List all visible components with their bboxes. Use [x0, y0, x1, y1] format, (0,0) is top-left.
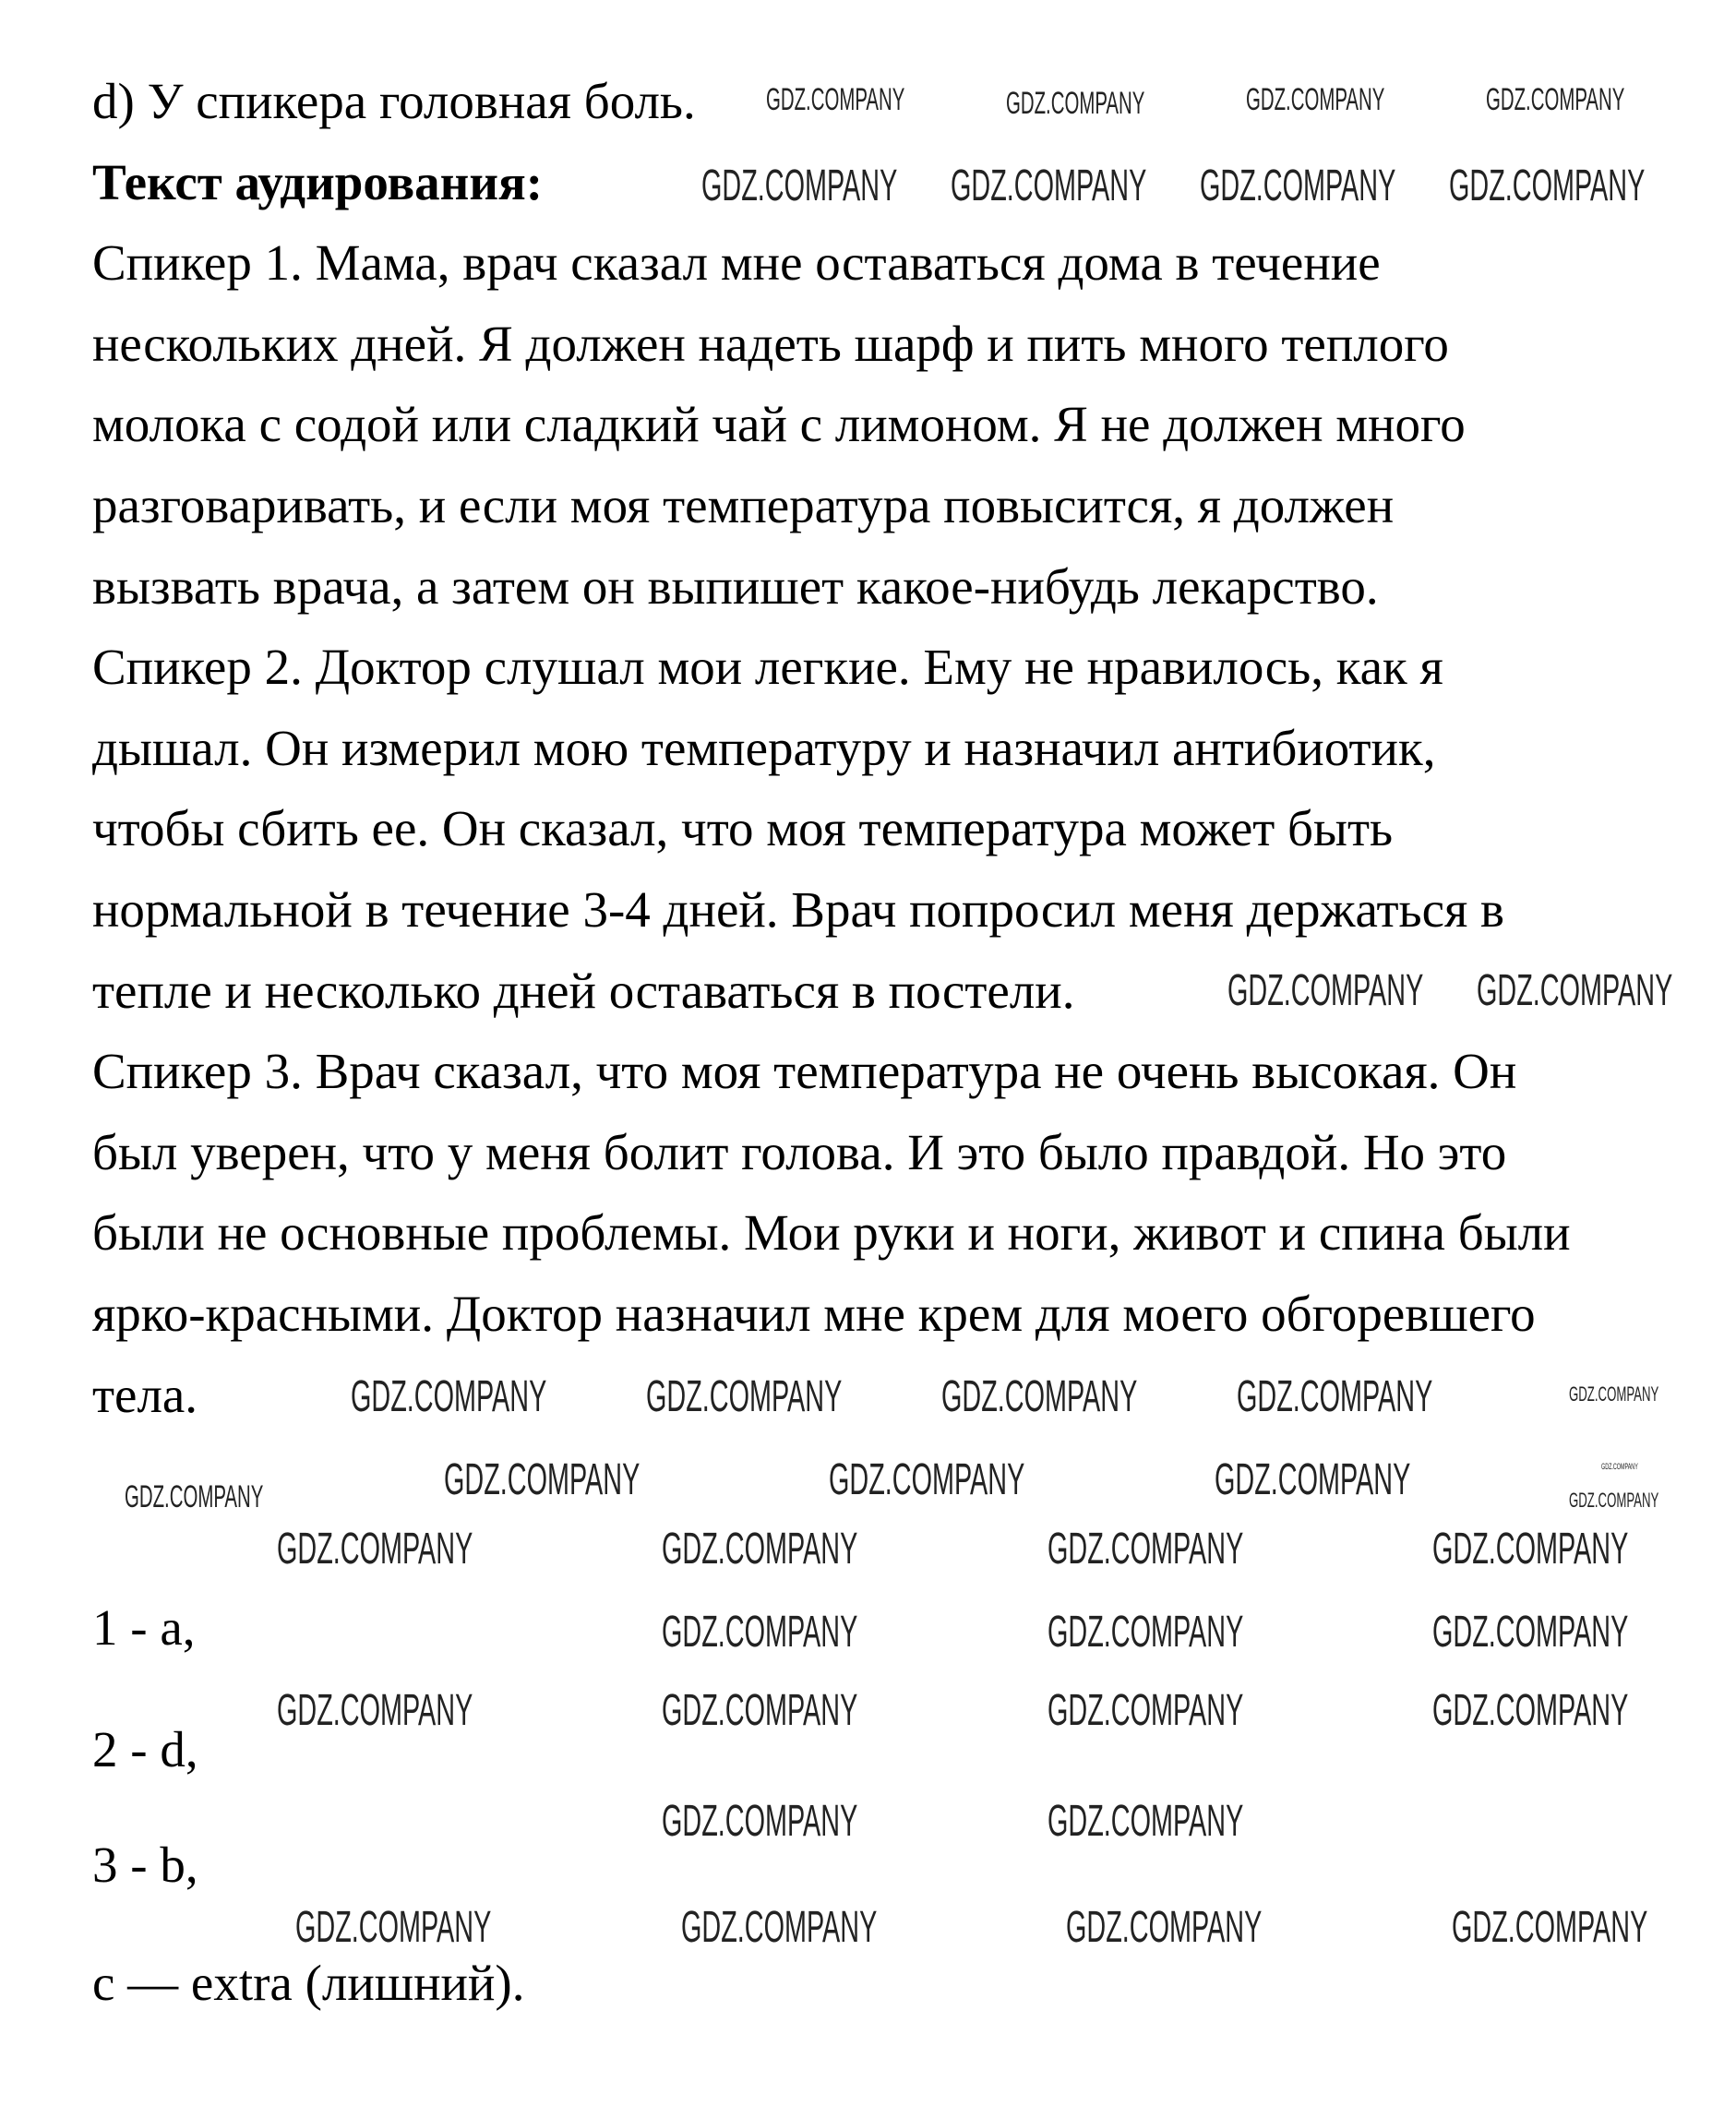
answer-extra: c — extra (лишний). — [92, 1955, 525, 2011]
watermark: GDZ.COMPANY — [662, 1686, 858, 1735]
watermark: GDZ.COMPANY — [1246, 82, 1385, 117]
watermark: GDZ.COMPANY — [1200, 162, 1396, 210]
text-line: были не основные проблемы. Мои руки и ноги, живот и спина были — [92, 1204, 1571, 1262]
watermark: GDZ.COMPANY — [1066, 1903, 1263, 1952]
watermark: GDZ.COMPANY — [1569, 1489, 1659, 1512]
answer-1: 1 - a, — [92, 1599, 196, 1656]
watermark: GDZ.COMPANY — [277, 1525, 473, 1574]
watermark: GDZ.COMPANY — [646, 1372, 843, 1421]
watermark: GDZ.COMPANY — [1048, 1608, 1244, 1657]
text-line: чтобы сбить ее. Он сказал, что моя температура может быть — [92, 800, 1394, 857]
document-body — [92, 61, 1571, 1435]
text-line: нормальной в течение 3-4 дней. Врач попросил меня держаться в — [92, 880, 1505, 938]
watermark: GDZ.COMPANY — [701, 162, 898, 210]
watermark: GDZ.COMPANY — [1432, 1686, 1629, 1735]
text-line: дышал. Он измерил мою температуру и назначил антибиотик, — [92, 719, 1436, 776]
text-line: Спикер 2. Доктор слушал мои легкие. Ему не нравилось, как я — [92, 639, 1443, 696]
watermark: GDZ.COMPANY — [951, 162, 1147, 210]
text-line: вызвать врача, а затем он выпишет какое-нибудь лекарство. — [92, 557, 1379, 615]
watermark: GDZ.COMPANY — [295, 1903, 492, 1952]
watermark: GDZ.COMPANY — [1452, 1903, 1648, 1952]
text-line: Спикер 3. Врач сказал, что моя температура не очень высокая. Он — [92, 1043, 1517, 1100]
section-heading: Текст аудирования: — [92, 153, 544, 210]
watermark: GDZ.COMPANY — [941, 1372, 1138, 1421]
watermark: GDZ.COMPANY — [662, 1608, 858, 1657]
watermark: GDZ.COMPANY — [1432, 1525, 1629, 1574]
text-line: тела. — [92, 1366, 198, 1423]
watermark: GDZ.COMPANY — [1006, 86, 1145, 121]
watermark: GDZ.COMPANY — [125, 1479, 264, 1514]
watermark: GDZ.COMPANY — [1486, 82, 1625, 117]
watermark: GDZ.COMPANY — [1048, 1797, 1244, 1846]
text-line: Спикер 1. Мама, врач сказал мне оставаться дома в течение — [92, 234, 1381, 292]
text-line: ярко-красными. Доктор назначил мне крем для моего обгоревшего — [92, 1285, 1536, 1342]
text-line: разговаривать, и если моя температура повысится, я должен — [92, 476, 1395, 533]
text-line: нескольких дней. Я должен надеть шарф и пить много теплого — [92, 315, 1449, 372]
answer-2: 2 - d, — [92, 1721, 198, 1777]
watermark: GDZ.COMPANY — [1215, 1455, 1411, 1504]
watermark: GDZ.COMPANY — [1227, 966, 1424, 1015]
watermark: GDZ.COMPANY — [444, 1455, 641, 1504]
option-d: d) У спикера головная боль. — [92, 73, 696, 129]
watermark: GDZ.COMPANY — [1601, 1462, 1638, 1471]
watermark: GDZ.COMPANY — [1477, 966, 1673, 1015]
text-line: молока с содой или сладкий чай с лимоном. Я не должен много — [92, 396, 1466, 453]
watermark: GDZ.COMPANY — [662, 1797, 858, 1846]
text-line: тепле и несколько дней оставаться в постели. — [92, 962, 1075, 1019]
watermark: GDZ.COMPANY — [1048, 1686, 1244, 1735]
watermark: GDZ.COMPANY — [829, 1455, 1025, 1504]
watermark: GDZ.COMPANY — [277, 1686, 473, 1735]
watermark: GDZ.COMPANY — [351, 1372, 547, 1421]
text-line: был уверен, что у меня болит голова. И это было правдой. Но это — [92, 1123, 1507, 1180]
watermark: GDZ.COMPANY — [1569, 1382, 1659, 1406]
answer-3: 3 - b, — [92, 1837, 198, 1893]
watermark: GDZ.COMPANY — [1432, 1608, 1629, 1657]
watermark: GDZ.COMPANY — [681, 1903, 878, 1952]
watermark: GDZ.COMPANY — [1449, 162, 1646, 210]
watermark: GDZ.COMPANY — [1237, 1372, 1433, 1421]
watermark: GDZ.COMPANY — [766, 82, 905, 117]
watermark: GDZ.COMPANY — [662, 1525, 858, 1574]
watermark: GDZ.COMPANY — [1048, 1525, 1244, 1574]
